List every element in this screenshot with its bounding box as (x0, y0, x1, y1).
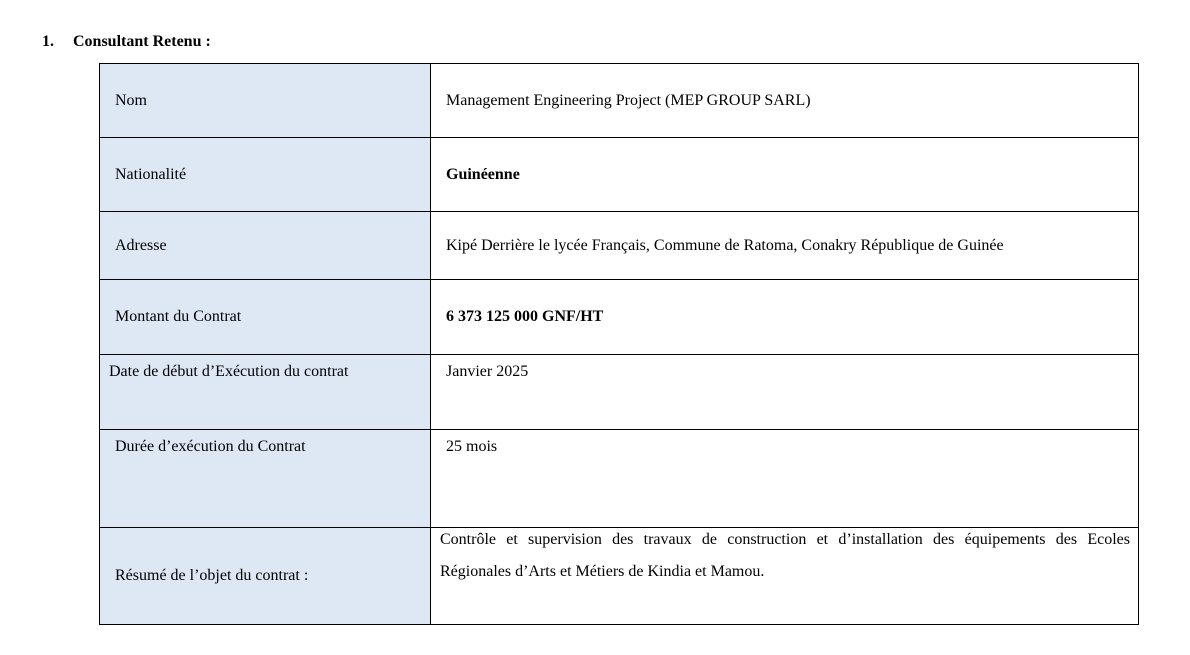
table-row (100, 355, 1139, 430)
row-label-cell (100, 138, 431, 212)
row-value: Kipé Derrière le lycée Français, Commune de Ratoma, Conakry République de Guinée (446, 236, 1004, 254)
row-label-cell (100, 528, 431, 625)
row-value-cell (431, 212, 1139, 280)
section-title: Consultant Retenu : (73, 33, 211, 50)
row-value-cell (431, 430, 1139, 528)
row-label: Nationalité (115, 165, 187, 183)
row-label: Durée d’exécution du Contrat (115, 438, 306, 455)
row-label-cell (100, 280, 431, 355)
row-value: Contrôle et supervision des travaux de construction et d’installation des équipements des Ecoles Régionales d’Arts et Métiers de Kindia et Mamou. (440, 531, 1130, 580)
section-number: 1. (42, 33, 54, 50)
row-value-cell (431, 280, 1139, 355)
row-label: Date de début d’Exécution du contrat (109, 363, 349, 380)
row-label: Montant du Contrat (115, 308, 242, 325)
consultant-info-table (99, 63, 1139, 625)
row-label: Adresse (115, 236, 167, 254)
table-row (100, 212, 1139, 280)
table-row (100, 138, 1139, 212)
row-label: Nom (115, 91, 147, 109)
row-label-cell (100, 355, 431, 430)
table-row (100, 64, 1139, 138)
row-label-cell (100, 430, 431, 528)
row-value: Management Engineering Project (MEP GROUP SARL) (446, 91, 811, 109)
row-value: Janvier 2025 (446, 363, 529, 380)
row-value: 6 373 125 000 GNF/HT (446, 308, 604, 325)
table-row (100, 280, 1139, 355)
row-value: 25 mois (446, 438, 498, 455)
row-value-cell (431, 138, 1139, 212)
row-value-cell (431, 355, 1139, 430)
row-label-cell (100, 212, 431, 280)
row-value-cell (431, 64, 1139, 138)
row-label-cell (100, 64, 431, 138)
table-row (100, 528, 1139, 625)
table-row (100, 430, 1139, 528)
section-heading (42, 33, 211, 51)
row-label: Résumé de l’objet du contrat : (115, 567, 309, 584)
row-value-cell (431, 528, 1139, 625)
row-value: Guinéenne (446, 165, 520, 183)
